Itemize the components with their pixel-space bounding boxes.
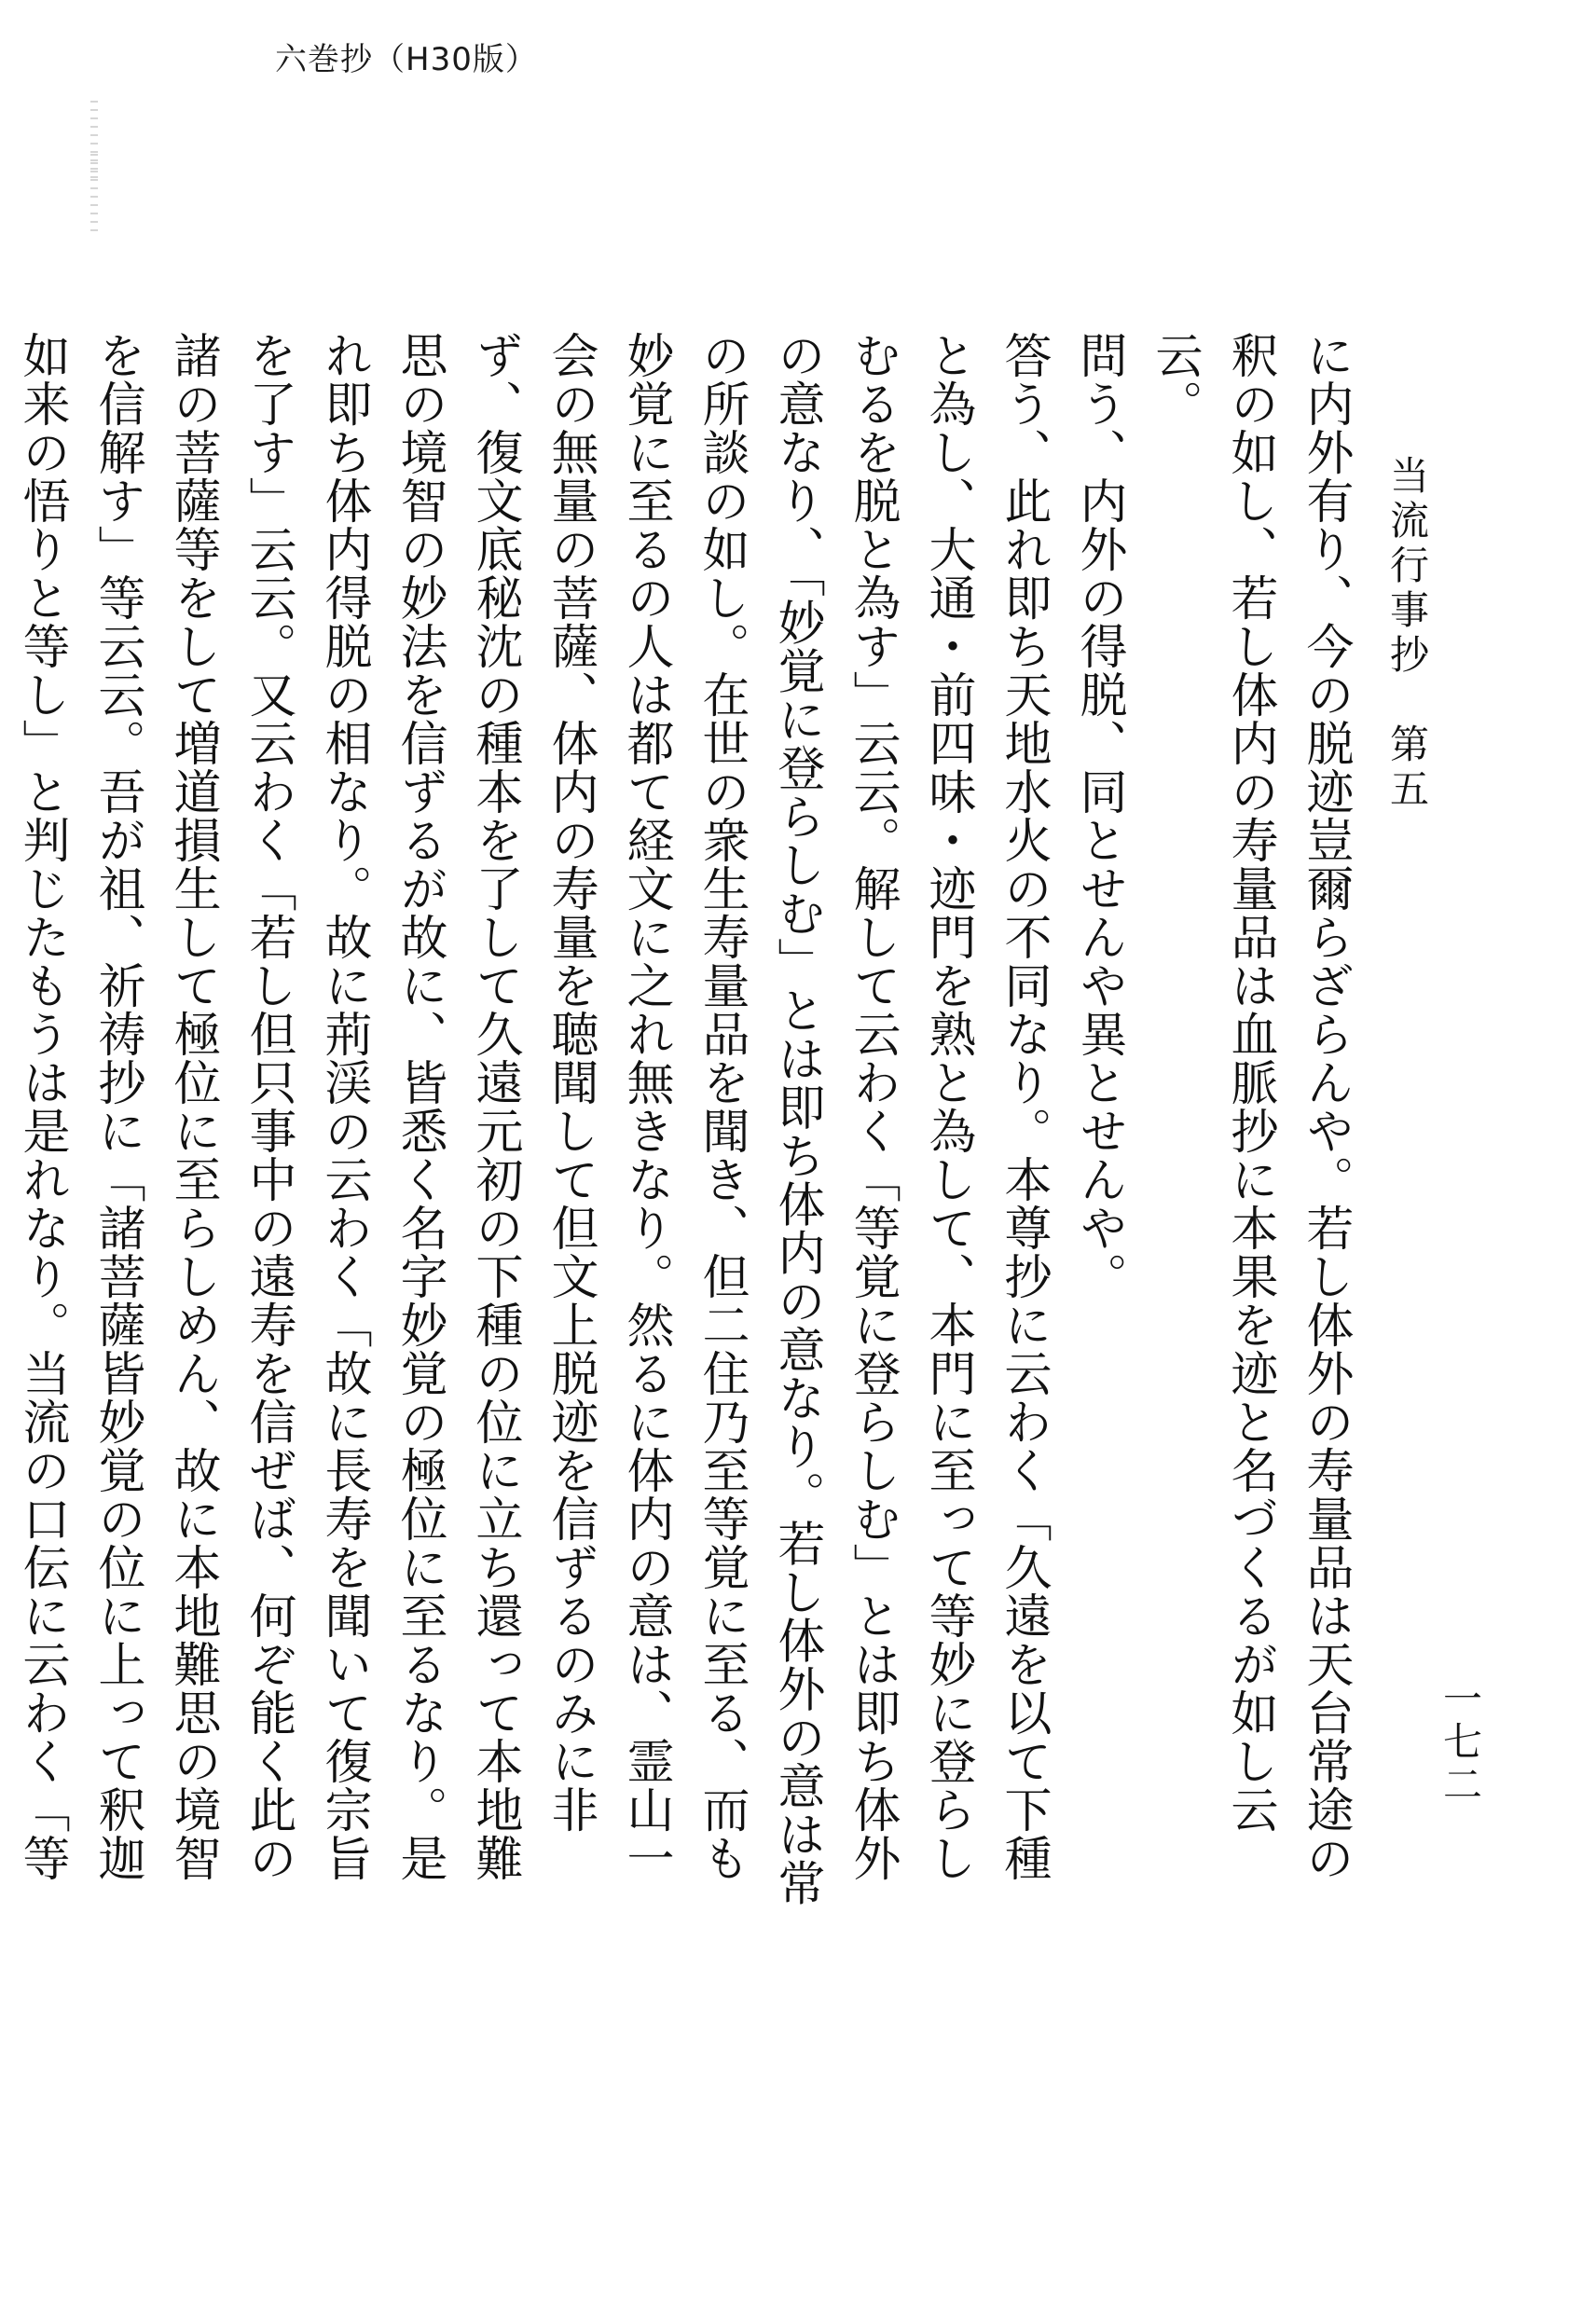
scan-artifact-dots — [90, 154, 98, 233]
body-text — [0, 331, 1363, 1916]
paragraph: 答う、此れ即ち天地水火の不同なり。本尊抄に云わく「久遠を以て下種と為し、大通・前四味・迹門を熟と為して、本門に至って等妙に登らしむるを脱と為す」云云。解して云わく「等覚に登らしむ」とは即ち体外の意なり、「妙覚に登らしむ」とは即ち体内の意なり。若し体外の意は常の所談の如し。在世の衆生寿量品を聞き、但二住乃至等覚に至る、而も妙覚に至るの人は都て経文に之れ無きなり。然るに体内の意は、霊山一会の無量の菩薩、体内の寿量を聴聞して但文上脱迹を信ずるのみに非ず、復文底秘沈の種本を了して久遠元初の下種の位に立ち還って本地難思の境智の妙法を信ずるが故に、皆悉く名字妙覚の極位に至るなり。是れ即ち体内得脱の相なり。故に荊渓の云わく「故に長寿を聞いて復宗旨を了す」云云。又云わく「若し但只事中の遠寿を信ぜば、何ぞ能く此の諸の菩薩等をして増道損生して極位に至らしめん、故に本地難思の境智を信解す」等云云。吾が祖、祈祷抄に「諸菩薩皆妙覚の位に上って釈迦如来の悟りと等し」と判じたもうは是れなり。当流の口伝に云わく「等 — [14, 331, 1051, 1907]
paragraph: に内外有り、今の脱迹豈爾らざらんや。若し体外の寿量品は天台常途の釈の如し、若し体内の寿量品は血脈抄に本果を迹と名づくるが如し云云。 — [1147, 331, 1353, 1882]
book-header-label: 六巻抄（H30版） — [275, 41, 538, 78]
page-number: 一七二 — [1438, 1678, 1483, 1807]
running-title: 当流行事抄 第五 — [1384, 455, 1430, 813]
paragraph: 問う、内外の得脱、同とせんや異とせんや。 — [1071, 331, 1126, 1300]
